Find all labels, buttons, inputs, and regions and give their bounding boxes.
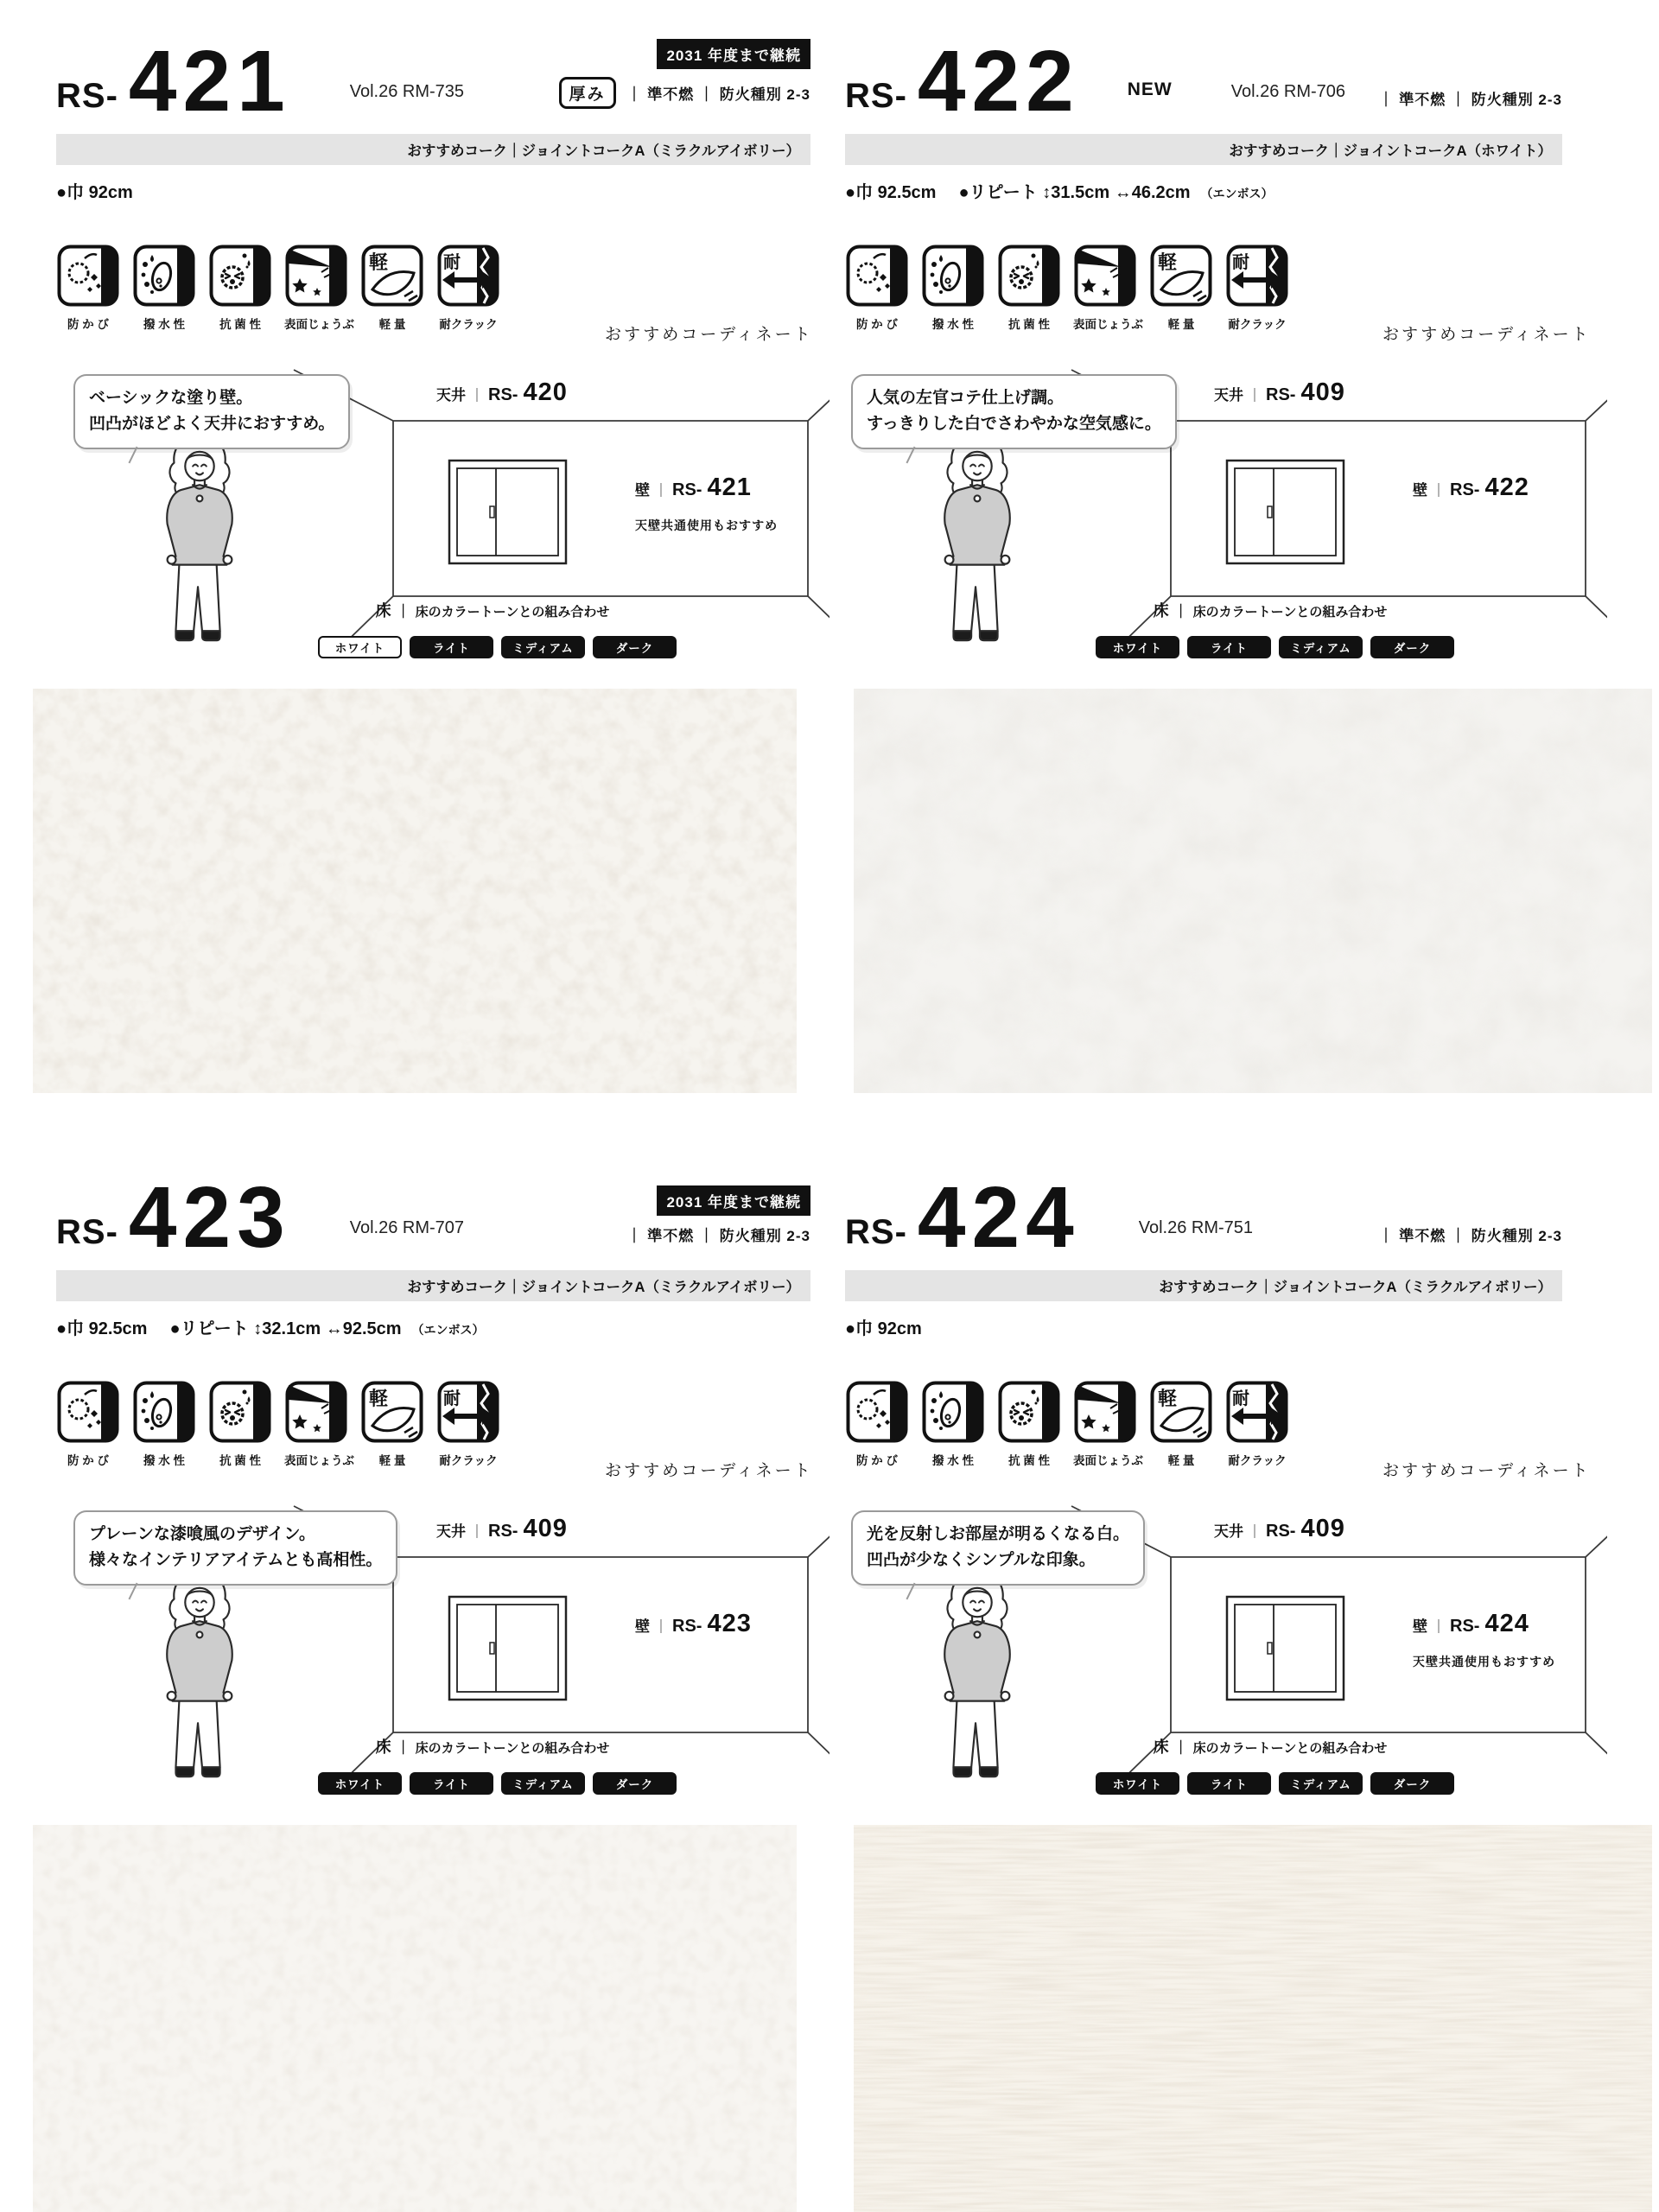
feature-icon-label: 抗 菌 性: [219, 1454, 261, 1467]
fire-cert-label: ｜ 準不燃 ｜ 防火種別 2-3: [1378, 1228, 1562, 1244]
coordinate-heading: おすすめコーディネート: [1382, 1462, 1591, 1480]
feature-icon-label: 軽 量: [378, 1454, 406, 1467]
tone-button-white: ホワイト: [1096, 636, 1179, 658]
feature-icon-label: 表面じょうぶ: [1073, 1454, 1143, 1467]
feature-icon-label: 撥 水 性: [143, 1454, 185, 1467]
spec-note: （エンボス）: [411, 1323, 485, 1337]
ceiling-label: 天井 ｜ RS- 409: [1214, 378, 1345, 406]
feature-icon-label: 防 か び: [855, 1454, 898, 1467]
speech-bubble-line2: すっきりした白でさわやかな空気感に。: [867, 415, 1161, 434]
fire-cert-label: ｜ 準不燃 ｜ 防火種別 2-3: [626, 1228, 810, 1244]
wall-label: 壁 ｜ RS- 423: [635, 1610, 752, 1637]
recommended-caulk-label: おすすめコーク｜ジョイントコークA（ミラクルアイボリー）: [1159, 1280, 1552, 1295]
window-icon: [449, 1597, 566, 1700]
product-code-number: 423: [128, 1169, 291, 1266]
room-diagram: [0, 1136, 830, 1827]
speech-bubble: [73, 1510, 397, 1586]
recommended-caulk-label: おすすめコーク｜ジョイントコークA（ミラクルアイボリー）: [407, 143, 800, 159]
product-panel-rs-421: [0, 0, 830, 1106]
floor-tone-buttons: [318, 1772, 677, 1795]
product-code-prefix: RS-: [845, 77, 907, 115]
fire-cert-label: ｜ 準不燃 ｜ 防火種別 2-3: [626, 86, 810, 103]
texture-swatch: [33, 689, 797, 1093]
svg-text:耐: 耐: [1232, 1389, 1249, 1408]
feature-icon-label: 防 か び: [855, 318, 898, 331]
tone-button-medium: ミディアム: [1279, 636, 1363, 658]
texture-swatch: [854, 1825, 1652, 2212]
person-illustration: [926, 1567, 1028, 1801]
feature-icon-label: 耐クラック: [1228, 318, 1287, 331]
floor-tone-buttons: [318, 636, 677, 658]
speech-bubble-line2: 様々なインテリアアイテムとも高相性。: [89, 1551, 383, 1570]
spec-width: ●巾 92cm: [56, 183, 133, 202]
spec-note: （エンボス）: [1200, 187, 1274, 200]
ceiling-label: 天井 ｜ RS- 409: [1214, 1515, 1345, 1542]
person-illustration: [149, 430, 251, 664]
volume-label: Vol.26 RM-706: [1230, 82, 1346, 101]
feature-icon-label: 防 か び: [67, 318, 109, 331]
product-code-number: 424: [917, 1169, 1080, 1266]
speech-bubble-line2: 凹凸がほどよく天井におすすめ。: [89, 415, 335, 434]
speech-bubble-line2: 凹凸が少なくシンプルな印象。: [867, 1551, 1096, 1570]
new-badge: NEW: [1127, 79, 1173, 99]
wall-code: 424: [1484, 1610, 1529, 1637]
product-code-prefix: RS-: [56, 77, 118, 115]
tone-button-medium: ミディアム: [501, 1772, 585, 1795]
speech-bubble: [851, 1510, 1145, 1586]
feature-icon-label: 撥 水 性: [143, 318, 185, 331]
feature-icon-label: 耐クラック: [439, 318, 498, 331]
volume-label: Vol.26 RM-707: [349, 1218, 465, 1237]
recommended-caulk-label: おすすめコーク｜ジョイントコークA（ミラクルアイボリー）: [407, 1280, 800, 1295]
wall-code: 421: [707, 474, 752, 501]
feature-icon-label: 表面じょうぶ: [284, 318, 354, 331]
tone-button-dark: ダーク: [1370, 636, 1454, 658]
spec-width: ●巾 92.5cm: [845, 183, 937, 202]
floor-label: 床 ｜ 床のカラートーンとの組み合わせ: [375, 1738, 610, 1756]
speech-bubble-line1: プレーンな漆喰風のデザイン。: [89, 1525, 316, 1543]
fire-cert-label: ｜ 準不燃 ｜ 防火種別 2-3: [1378, 92, 1562, 108]
coordinate-heading: おすすめコーディネート: [605, 1462, 813, 1480]
feature-icon-label: 軽 量: [1167, 318, 1195, 331]
product-code-number: 421: [128, 33, 291, 130]
thickness-badge: 厚み: [559, 77, 616, 109]
feature-icon-label: 耐クラック: [1228, 1454, 1287, 1467]
feature-icon-label: 抗 菌 性: [1007, 1454, 1050, 1467]
ceiling-code: 409: [523, 1515, 568, 1542]
svg-text:軽: 軽: [1158, 251, 1178, 273]
ceiling-label: 天井 ｜ RS- 409: [436, 1515, 568, 1542]
ceiling-code: 409: [1300, 378, 1345, 406]
ceiling-code: 420: [523, 378, 568, 406]
svg-text:耐: 耐: [443, 253, 461, 272]
tone-button-dark: ダーク: [1370, 1772, 1454, 1795]
feature-icon-label: 軽 量: [378, 318, 406, 331]
product-code-number: 422: [917, 33, 1080, 130]
feature-icon-label: 軽 量: [1167, 1454, 1195, 1467]
coordinate-heading: おすすめコーディネート: [605, 326, 813, 344]
speech-bubble-line1: 光を反射しお部屋が明るくなる白。: [867, 1525, 1130, 1543]
room-diagram: [778, 0, 1607, 691]
feature-icon-label: 耐クラック: [439, 1454, 498, 1467]
coordinate-heading: おすすめコーディネート: [1382, 326, 1591, 344]
floor-label: 床 ｜ 床のカラートーンとの組み合わせ: [375, 602, 610, 620]
tone-button-light: ライト: [1187, 636, 1271, 658]
ceiling-code: 409: [1300, 1515, 1345, 1542]
window-icon: [449, 461, 566, 563]
wall-code: 423: [707, 1610, 752, 1637]
room-diagram: [778, 1136, 1607, 1827]
svg-text:軽: 軽: [369, 1388, 389, 1409]
wall-note: 天壁共通使用もおすすめ: [1413, 1655, 1556, 1669]
tone-button-medium: ミディアム: [501, 636, 585, 658]
feature-icon-label: 防 か び: [67, 1454, 109, 1467]
speech-bubble-line1: 人気の左官コテ仕上げ調。: [867, 389, 1065, 407]
floor-tone-buttons: [1096, 1772, 1454, 1795]
speech-bubble: [73, 374, 350, 449]
feature-icon-label: 抗 菌 性: [1007, 318, 1050, 331]
tone-button-light: ライト: [410, 1772, 493, 1795]
svg-text:軽: 軽: [1158, 1388, 1178, 1409]
ceiling-label: 天井 ｜ RS- 420: [436, 378, 568, 406]
spec-repeat: ●リピート ↕32.1cm ↔92.5cm: [169, 1319, 402, 1338]
continuation-badge: 2031 年度まで継続: [657, 1185, 810, 1216]
svg-text:耐: 耐: [1232, 253, 1249, 272]
floor-label: 床 ｜ 床のカラートーンとの組み合わせ: [1153, 602, 1388, 620]
texture-swatch: [854, 689, 1652, 1093]
product-code-prefix: RS-: [56, 1213, 118, 1251]
recommended-caulk-label: おすすめコーク｜ジョイントコークA（ホワイト）: [1229, 143, 1552, 159]
window-icon: [1227, 461, 1344, 563]
window-icon: [1227, 1597, 1344, 1700]
product-code-prefix: RS-: [845, 1213, 907, 1251]
texture-swatch: [33, 1825, 797, 2212]
wall-code: 422: [1484, 474, 1529, 501]
volume-label: Vol.26 RM-735: [349, 82, 465, 101]
spec-repeat: ●リピート ↕31.5cm ↔46.2cm: [958, 183, 1191, 202]
product-panel-rs-422: [830, 0, 1659, 1106]
speech-bubble-line1: ベーシックな塗り壁。: [89, 389, 253, 407]
tone-button-white: ホワイト: [318, 1772, 402, 1795]
spec-width: ●巾 92cm: [845, 1319, 922, 1338]
floor-label: 床 ｜ 床のカラートーンとの組み合わせ: [1153, 1738, 1388, 1756]
product-panel-rs-423: [0, 1136, 830, 2212]
wall-label: 壁 ｜ RS- 421: [635, 474, 752, 501]
svg-text:耐: 耐: [443, 1389, 461, 1408]
feature-icon-label: 抗 菌 性: [219, 318, 261, 331]
person-illustration: [149, 1567, 251, 1801]
product-panel-rs-424: [830, 1136, 1659, 2212]
wall-label: 壁 ｜ RS- 424: [1413, 1610, 1529, 1637]
tone-button-light: ライト: [1187, 1772, 1271, 1795]
svg-text:軽: 軽: [369, 251, 389, 273]
continuation-badge: 2031 年度まで継続: [657, 39, 810, 69]
feature-icon-label: 表面じょうぶ: [284, 1454, 354, 1467]
wall-note: 天壁共通使用もおすすめ: [635, 518, 779, 532]
feature-icon-label: 表面じょうぶ: [1073, 318, 1143, 331]
feature-icon-label: 撥 水 性: [931, 318, 974, 331]
tone-button-medium: ミディアム: [1279, 1772, 1363, 1795]
tone-button-dark: ダーク: [593, 636, 677, 658]
room-diagram: [0, 0, 830, 691]
feature-icon-label: 撥 水 性: [931, 1454, 974, 1467]
spec-width: ●巾 92.5cm: [56, 1319, 148, 1338]
floor-tone-buttons: [1096, 636, 1454, 658]
tone-button-dark: ダーク: [593, 1772, 677, 1795]
volume-label: Vol.26 RM-751: [1138, 1218, 1254, 1237]
tone-button-light: ライト: [410, 636, 493, 658]
wall-label: 壁 ｜ RS- 422: [1413, 474, 1529, 501]
speech-bubble: [851, 374, 1177, 449]
person-illustration: [926, 430, 1028, 664]
tone-button-white: ホワイト: [318, 636, 402, 658]
tone-button-white: ホワイト: [1096, 1772, 1179, 1795]
